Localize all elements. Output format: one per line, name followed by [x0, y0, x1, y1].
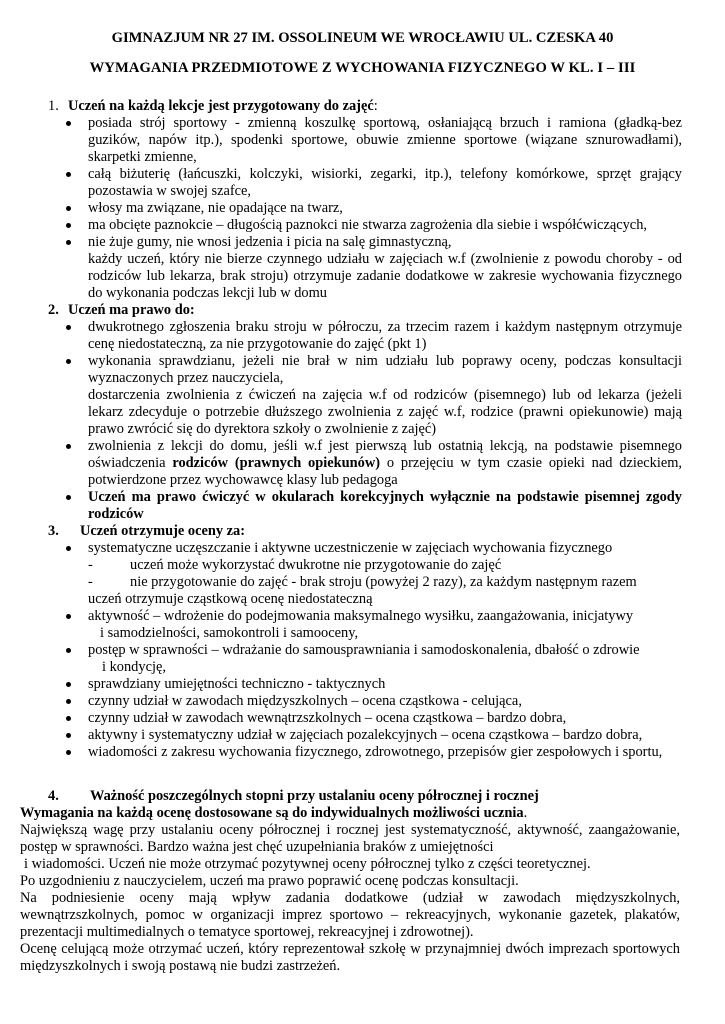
section-2-heading — [48, 302, 682, 319]
list-item: dwukrotnego zgłoszenia braku stroju w półroczu, za trzecim razem i każdym następnym otrzymuje cenę niedostateczną, za nie przygotowanie do zajęć (pkt 1) — [48, 319, 682, 353]
section-4-subtitle: Wymagania na każdą ocenę dostosowane są do indywidualnych możliwości ucznia — [20, 805, 524, 821]
school-header: GIMNAZJUM NR 27 IM. OSSOLINEUM WE WROCŁAWIU UL. CZESKA 40 — [111, 30, 614, 46]
section-4-heading — [20, 788, 680, 805]
list-item-continuation: każdy uczeń, który nie bierze czynnego udziału w zajęciach w.f (zwolnienie z powodu choroby - od rodziców lub lekarza, brak stroju) otrzymuje zadanie dodatkowe w zakresie wychowania fizycznego do wykonania podczas lekcji lub w domu — [88, 251, 682, 301]
section-1-colon: : — [373, 98, 378, 114]
section-2-list — [48, 319, 682, 523]
section-4-subtitle-line — [20, 805, 680, 822]
section-2 — [48, 302, 682, 523]
list-item-continuation: i kondycję, — [102, 659, 166, 675]
list-item-plain: dostarczenia zwolnienia z ćwiczeń na zajęcia w.f od rodziców (pisemnego) lub od lekarza (jeżeli lekarz zdecyduje o potrzebie dłuższego zwolnienia z zajęć w.f, rodzice (prawni opiekunowie) mają prawo zwrócić się do dyrektora szkoły o zwolnienie z zajęć) — [88, 387, 682, 437]
dash-mark: - — [88, 574, 93, 590]
section-3-heading — [48, 523, 682, 540]
list-subitem-text: uczeń może wykorzystać dwukrotne nie przygotowanie do zajęć — [130, 557, 502, 573]
section-1-title: Uczeń na każdą lekcje jest przygotowany do zajęć — [68, 98, 374, 114]
list-item-text: o przejęciu w tym czasie opieki nad dzieckiem, potwierdzone przez wychowawcę klasy lub pedagoga — [88, 455, 683, 488]
section-4-title: Ważność poszczególnych stopni przy ustalaniu oceny półrocznej i rocznej — [90, 788, 539, 804]
section-3-number: 3. — [48, 523, 59, 539]
list-item — [48, 642, 682, 676]
list-item: włosy ma związane, nie opadające na twarz, — [48, 200, 682, 217]
paragraph: Na podniesienie oceny mają wpływ zadania dodatkowe (udział w zawodach międzyszkolnych, wewnątrzszkolnych, pomoc w organizacji imprez sportowo – rekreacyjnych, wykonanie gazetek, plakatów, prezentacji multimedialnych o tematyce sportowej, rekreacyjnej i zdrowotnej). — [20, 890, 680, 940]
list-item-text: zwolnienia z lekcji do domu, jeśli w.f jest pierwszą lub ostatnią lekcją, na podstawie pisemnego oświadczenia — [88, 438, 682, 471]
section-3-list — [48, 540, 682, 761]
section-4-subtitle-dot: . — [523, 805, 528, 821]
section-1-number: 1. — [48, 98, 59, 114]
list-item-text: systematyczne uczęszczanie i aktywne uczestniczenie w zajęciach wychowania fizycznego — [88, 540, 613, 556]
section-1 — [48, 98, 682, 302]
paragraph: Największą wagę przy ustalaniu oceny półrocznej i rocznej jest systematyczność, aktywność, zaangażowanie, postęp w sprawności. Bardzo ważna jest chęć uzupełniania braków z umiejętności — [20, 822, 680, 855]
list-subitem-text: nie przygotowanie do zajęć - brak stroju (powyżej 2 razy), za każdym następnym razem — [130, 574, 637, 590]
section-1-list — [48, 115, 682, 302]
list-item: ma obcięte paznokcie – długością paznokci nie stwarza zagrożenia dla siebie i współćwiczących, — [48, 217, 682, 234]
list-item: czynny udział w zawodach wewnątrzszkolnych – ocena cząstkowa – bardzo dobra, — [48, 710, 682, 727]
document-title: WYMAGANIA PRZEDMIOTOWE Z WYCHOWANIA FIZYCZNEGO W KL. I – III — [89, 60, 636, 76]
paragraph-continuation: i wiadomości. Uczeń nie może otrzymać pozytywnej oceny półrocznej tylko z części teoretycznej. — [24, 856, 591, 872]
list-item: sprawdziany umiejętności techniczno - taktycznych — [48, 676, 682, 693]
section-2-title: Uczeń ma prawo do: — [68, 302, 195, 318]
section-4 — [20, 788, 680, 975]
section-1-heading — [48, 98, 682, 115]
list-item: wiadomości z zakresu wychowania fizycznego, zdrowotnego, przepisów gier zespołowych i sportu, — [48, 744, 682, 761]
list-item-text: aktywność – wdrożenie do podejmowania maksymalnego wysiłku, zaangażowania, inicjatywy — [88, 608, 634, 624]
paragraph: Ocenę celującą może otrzymać uczeń, który reprezentował szkołę w przynajmniej dwóch imprezach sportowych międzyszkolnych i swoją postawą nie budzi zastrzeżeń. — [20, 941, 680, 974]
list-item: wykonania sprawdzianu, jeżeli nie brał w nim udziału lub poprawy oceny, podczas konsultacji wyznaczonych przez nauczyciela, — [48, 353, 682, 387]
dash-mark: - — [88, 557, 93, 573]
section-3-title: Uczeń otrzymuje oceny za: — [80, 523, 246, 539]
list-item — [48, 608, 682, 642]
document-body — [48, 98, 682, 761]
list-item-text: postęp w sprawności – wdrażanie do samousprawniania i samodoskonalenia, dbałość o zdrowie — [88, 642, 640, 658]
list-subitem — [48, 574, 682, 608]
list-item: Uczeń ma prawo ćwiczyć w okularach korekcyjnych wyłącznie na podstawie pisemnej zgody rodziców — [48, 489, 682, 523]
list-item: posiada strój sportowy - zmienną koszulkę sportową, osłaniającą brzuch i ramiona (gładką-bez guzików, napów itp.), spodenki sportowe, obuwie zmienne sportowe (wiązane sznurowadłami), skarpetki zmienne, — [48, 115, 682, 166]
paragraph: Po uzgodnieniu z nauczycielem, uczeń ma prawo poprawić ocenę podczas konsultacji. — [20, 873, 519, 889]
list-item — [48, 234, 682, 302]
list-subitem — [48, 557, 682, 574]
section-3 — [48, 523, 682, 761]
section-4-number: 4. — [48, 788, 59, 804]
list-subitem-continuation: uczeń otrzymuje cząstkową ocenę niedostateczną — [88, 591, 373, 607]
list-item: aktywny i systematyczny udział w zajęciach pozalekcyjnych – ocena cząstkowa – bardzo dobra, — [48, 727, 682, 744]
list-item — [48, 540, 682, 557]
list-item-text: nie żuje gumy, nie wnosi jedzenia i picia na salę gimnastyczną, — [88, 234, 452, 250]
list-item: całą biżuterię (łańcuszki, kolczyki, wisiorki, zegarki, itp.), telefony komórkowe, sprzęt grający pozostawia w swojej szafce, — [48, 166, 682, 200]
list-item — [48, 438, 682, 489]
list-item: czynny udział w zawodach międzyszkolnych – ocena cząstkowa - celująca, — [48, 693, 682, 710]
list-item-continuation: i samodzielności, samokontroli i samooceny, — [100, 625, 359, 641]
list-item-bold-text: rodziców (prawnych opiekunów) — [172, 455, 381, 471]
section-2-number: 2. — [48, 302, 59, 318]
